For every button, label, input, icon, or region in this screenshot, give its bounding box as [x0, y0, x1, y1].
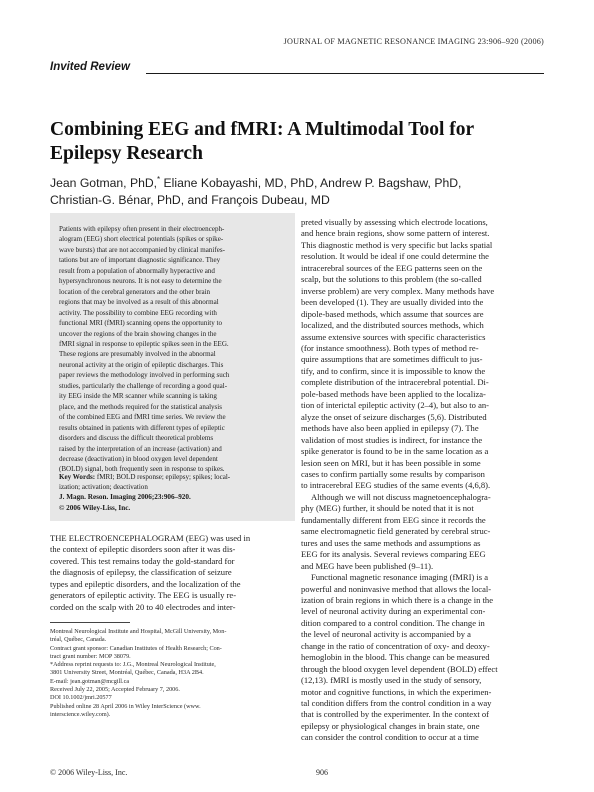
- body-line: types and epileptic disorders, and the localization of the: [50, 578, 241, 589]
- abstract-line: wave bursts) that are not accompanied by clinical manifes-: [59, 245, 225, 254]
- footer-copyright: © 2006 Wiley-Liss, Inc.: [50, 768, 128, 777]
- body-column-right: [301, 217, 546, 744]
- body-line: lesion seen on MRI, but it has been possible in some: [301, 457, 481, 468]
- body-line: alyze the onset of seizure discharges (5,6). Distributed: [301, 411, 487, 422]
- body-line: scalp, but the solutions to this problem (the so-called: [301, 274, 482, 285]
- abstract-line: activity. The possibility to combine EEG recording with: [59, 308, 217, 317]
- body-line: assume extensive sources with specific characteristics: [301, 331, 486, 342]
- footnote-line: interscience.wiley.com).: [50, 710, 111, 718]
- body-line: generators of epileptic activity. The EEG is usually re-: [50, 590, 237, 601]
- copyright-line: © 2006 Wiley-Liss, Inc.: [59, 503, 131, 512]
- abstract-line: alogram (EEG) short electrical potentials (spikes or spike-: [59, 235, 224, 244]
- footnote-line: E-mail: jean.gotman@mcgill.ca: [50, 677, 130, 685]
- body-line: inverse problem) are very complex. Many methods have: [301, 285, 495, 296]
- body-column-left: [50, 533, 295, 613]
- body-line: Although we will not discuss magnetoencephalogra-: [311, 491, 491, 502]
- body-line: This diagnostic method is very specific but lacks spatial: [301, 239, 493, 250]
- author-name: Eliane Kobayashi, MD, PhD, Andrew P. Bagshaw, PhD,: [160, 176, 462, 191]
- article-title: [50, 118, 544, 166]
- section-label: Invited Review: [50, 61, 130, 73]
- body-line: motor and cognitive functions, in which the experimen-: [301, 686, 492, 697]
- abstract-line: paper reviews the methodology involved in performing such: [59, 371, 230, 380]
- keywords: [59, 472, 287, 493]
- body-line: can consider the control condition to occur at a time: [301, 732, 479, 743]
- body-line: change in the ratio of concentration of oxy- and deoxy-: [301, 640, 490, 651]
- body-line: resolution. It would be ideal if one could determine the: [301, 251, 489, 262]
- body-line: THE ELECTROENCEPHALOGRAM (EEG) was used in: [50, 533, 251, 543]
- footnote-rule: [50, 622, 130, 623]
- body-line: powerful and noninvasive method that allows the local-: [301, 583, 492, 594]
- citation: [59, 492, 287, 513]
- footnote-line: Montreal Neurological Institute and Hospital, McGill University, Mon-: [50, 628, 227, 635]
- body-line: covered. This test remains today the gold-standard for: [50, 555, 235, 566]
- body-line: cases to confirm partially some results by comparison: [301, 468, 485, 479]
- body-line: and MEG have been published (9–11).: [301, 560, 434, 571]
- citation-line: J. Magn. Reson. Imaging 2006;23:906–920.: [59, 493, 191, 501]
- body-line: localized, and the distributed sources methods, which: [301, 320, 484, 331]
- section-rule: [146, 73, 544, 74]
- body-line: fundamentally different from EEG since it records the: [301, 514, 486, 525]
- abstract-line: results obtained in patients with different types of epileptic: [59, 423, 225, 432]
- abstract-line: Patients with epilepsy often present in their electroenceph-: [59, 225, 225, 233]
- title-line: Combining EEG and fMRI: A Multimodal Tool for: [50, 119, 475, 140]
- body-line: (for instance smoothness). Both types of method re-: [301, 342, 479, 353]
- abstract-line: decrease (deactivation) in blood oxygen level dependent: [59, 454, 218, 463]
- journal-header: JOURNAL OF MAGNETIC RESONANCE IMAGING 23:906–920 (2006): [283, 37, 544, 46]
- body-line: phy (MEG) further, it should be noted that it is not: [301, 503, 474, 514]
- abstract-line: location of the cerebral generators and the other brain: [59, 287, 211, 296]
- footnote-line: 3801 University Street, Montréal, Québec, Canada, H3A 2B4.: [50, 669, 204, 677]
- abstract-line: regions that may be involved as a result of this abnormal: [59, 298, 219, 307]
- author-list: [50, 171, 544, 209]
- body-line: tify, and to confirm, since it is impossible to know the: [301, 365, 486, 376]
- body-line: complete distribution of the intracerebral potential. Di-: [301, 377, 489, 388]
- body-line: tal condition differs from the control condition in a way: [301, 698, 492, 709]
- page-footer: [50, 768, 544, 780]
- body-line: and hence brain regions, show some pattern of interest.: [301, 228, 490, 239]
- corresponding-marker: *: [157, 175, 161, 184]
- body-line: dition compared to a control condition. The change in: [301, 617, 485, 628]
- abstract-line: raised by the interpretation of an increase (activation) and: [59, 444, 222, 453]
- body-line: methods have also been applied in epilepsy (7). The: [301, 423, 479, 434]
- body-line: preted visually by assessing which electrode locations,: [301, 217, 488, 227]
- body-line: intracerebral sources of the EEG patterns seen on the: [301, 262, 483, 273]
- abstract-line: These regions are presumably involved in the abnormal: [59, 350, 216, 359]
- keywords-label: Key Words:: [59, 473, 96, 481]
- abstract-line: hypersynchronous neurons. It is not easy to determine the: [59, 277, 222, 286]
- body-line: level of neuronal activity during an experimental con-: [301, 606, 486, 617]
- body-line: epilepsy or physiological changes in brain state, one: [301, 720, 480, 731]
- footnotes: [50, 628, 295, 719]
- footnote-line: tract grant number: MOP 38079.: [50, 652, 131, 660]
- abstract-line: of the combined EEG and fMRI time series. We review the: [59, 413, 226, 422]
- abstract-line: result from a population of abnormally hyperactive and: [59, 266, 215, 275]
- section-heading: [50, 61, 544, 77]
- abstract-line: uncover the regions of the brain showing changes in the: [59, 329, 217, 338]
- body-line: to intracerebral EEG studies of the same events (4,6,8).: [301, 480, 491, 491]
- keywords-values: fMRI; BOLD response; epilepsy; spikes; local-: [95, 473, 231, 481]
- body-line: ization of brain regions in which there is a change in the: [301, 594, 494, 605]
- abstract-line: fMRI signal in response to epileptic spikes seen in the EEG.: [59, 339, 229, 348]
- keywords-line: [59, 472, 287, 482]
- body-line: tion of interictal epileptic activity (2–4), but also to an-: [301, 400, 489, 411]
- abstract-line: disorders and discuss the difficult theoretical problems: [59, 434, 214, 443]
- author-name: Jean Gotman, PhD,: [50, 176, 158, 191]
- footnote-line: DOI 10.1002/jmri.20577: [50, 694, 112, 702]
- footnote-line: Contract grant sponsor: Canadian Institutes of Health Research; Con-: [50, 644, 222, 652]
- author-line: Christian-G. Bénar, PhD, and François Dubeau, MD: [50, 193, 330, 208]
- abstract-line: (BOLD) signal, both frequently seen in response to spikes.: [59, 465, 225, 474]
- body-line: pole-based methods have been applied to the localiza-: [301, 388, 486, 399]
- body-line: dipole-based methods, which assume that sources are: [301, 308, 484, 319]
- abstract-line: ity EEG inside the MR scanner while scanning is taking: [59, 392, 217, 401]
- keywords-line: ization; activation; deactivation: [59, 483, 148, 492]
- body-line: Functional magnetic resonance imaging (fMRI) is a: [311, 572, 489, 583]
- abstract-line: studies, particularly the challenge of recording a good qual-: [59, 381, 228, 390]
- body-line: been developed (1). They are usually divided into the: [301, 297, 484, 308]
- body-line: same electromagnetic field generated by cerebral struc-: [301, 526, 491, 537]
- body-line: the diagnosis of epilepsy, the classification of seizure: [50, 567, 232, 578]
- body-line: through the blood oxygen level dependent (BOLD) effect: [301, 663, 498, 674]
- page-number: 906: [316, 768, 328, 777]
- footnote-line: tréal, Québec, Canada.: [50, 636, 107, 644]
- body-line: spike generator is found to be in the same location as a: [301, 446, 489, 457]
- body-line: EEG for its analysis. Several reviews comparing EEG: [301, 549, 486, 560]
- body-line: corded on the scalp with 20 to 40 electrodes and inter-: [50, 601, 236, 612]
- body-line: the context of epileptic disorders soon after it was dis-: [50, 544, 236, 555]
- body-line: tures and uses the same methods and assumptions as: [301, 537, 481, 548]
- body-line: hemoglobin in the blood. This change can be measured: [301, 652, 490, 663]
- body-line: quire assumptions that are sometimes difficult to jus-: [301, 354, 483, 365]
- body-line: that is controlled by the experimenter. In the context of: [301, 709, 489, 720]
- footnote-line: *Address reprint requests to: J.G., Montreal Neurological Institute,: [50, 661, 216, 669]
- abstract-line: tations but are of important diagnostic significance. They: [59, 256, 221, 265]
- body-line: (12,13). fMRI is mostly used in the study of sensory,: [301, 675, 482, 686]
- footnote-line: Received July 22, 2005; Accepted February 7, 2006.: [50, 686, 180, 694]
- abstract-line: neuronal activity at the origin of epileptic discharges. This: [59, 360, 224, 369]
- footnote-line: Published online 28 April 2006 in Wiley InterScience (www.: [50, 702, 201, 710]
- title-line: Epilepsy Research: [50, 143, 203, 164]
- body-line: the level of neuronal activity is accompanied by a: [301, 629, 471, 640]
- abstract-line: place, and the methods required for the statistical analysis: [59, 402, 223, 411]
- abstract-text: [59, 224, 287, 475]
- body-line: validation of most studies is indirect, for instance the: [301, 434, 483, 445]
- author-line: [50, 171, 544, 192]
- abstract-line: functional MRI (fMRI) scanning opens the opportunity to: [59, 319, 223, 328]
